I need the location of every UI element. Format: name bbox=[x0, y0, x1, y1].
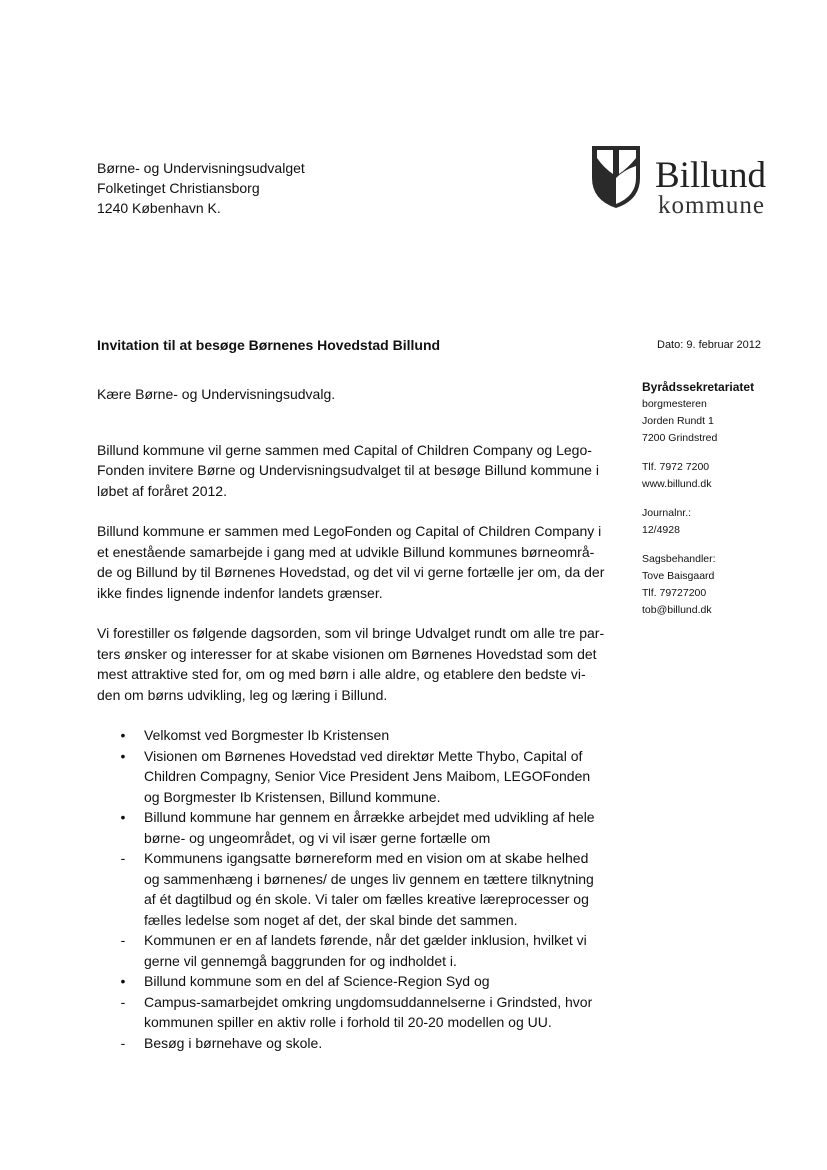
paragraph-line: Vi forestiller os følgende dagsorden, som vil bringe Udvalget rundt om alle tre par- bbox=[97, 625, 605, 641]
agenda-line: Kommunen er en af landets førende, når det gælder inklusion, hvilket vi bbox=[144, 932, 587, 948]
agenda-line: Kommunens igangsatte børnereform med en vision om at skabe helhed bbox=[144, 850, 589, 866]
recipient-address bbox=[97, 158, 305, 218]
agenda-line: kommunen spiller en aktiv rolle i forhold til 20-20 modellen og UU. bbox=[144, 1014, 552, 1030]
bullet-marker: • bbox=[120, 727, 126, 743]
logo-subtitle: kommune bbox=[658, 192, 765, 219]
agenda-list bbox=[97, 725, 617, 1053]
paragraph-line: Billund kommune er sammen med LegoFonden og Capital of Children Company i bbox=[97, 523, 602, 539]
letter-body bbox=[97, 384, 617, 1053]
dash-marker: - bbox=[120, 1034, 126, 1051]
agenda-item bbox=[97, 746, 617, 808]
sender-phone: Tlf. 7972 7200 bbox=[642, 461, 710, 473]
paragraph-line: løbet af foråret 2012. bbox=[97, 482, 227, 499]
paragraph-line: mest attraktive sted for, om og med børn i alle aldre, og etablere den bedste vi- bbox=[97, 666, 586, 682]
salutation: Kære Børne- og Undervisningsudvalg. bbox=[97, 386, 336, 402]
handler-name: Tove Baisgaard bbox=[642, 570, 715, 582]
bullet-marker: • bbox=[120, 747, 126, 764]
paragraph-line: den om børns udvikling, leg og læring i Billund. bbox=[97, 686, 388, 703]
journal-label: Journalnr.: bbox=[642, 507, 692, 519]
handler-phone: Tlf. 79727200 bbox=[642, 587, 707, 599]
paragraph-line: et enestående samarbejde i gang med at udvikle Billund kommunes børneområ- bbox=[97, 543, 595, 560]
agenda-line: Besøg i børnehave og skole. bbox=[144, 1034, 323, 1051]
agenda-item bbox=[97, 848, 617, 930]
agenda-line: fælles ledelse som noget af det, der skal binde det sammen. bbox=[144, 911, 518, 928]
agenda-line: og Borgmester Ib Kristensen, Billund kommune. bbox=[144, 788, 441, 805]
agenda-line: Visionen om Børnenes Hovedstad ved direktør Mette Thybo, Capital of bbox=[144, 747, 583, 764]
paragraph-line: ters ønsker og interesser for at skabe visionen om Børnenes Hovedstad som det bbox=[97, 645, 597, 662]
paragraph-line: de og Billund by til Børnenes Hovedstad, og det vil vi gerne fortælle jer om, da der bbox=[97, 564, 605, 580]
paragraph-line: Fonden invitere Børne og Undervisningsudvalget til at besøge Billund kommune i bbox=[97, 462, 599, 478]
sender-website: www.billund.dk bbox=[642, 478, 712, 490]
paragraph-line: Billund kommune vil gerne sammen med Capital of Children Company og Lego- bbox=[97, 441, 592, 458]
agenda-item bbox=[97, 807, 617, 848]
dash-marker: - bbox=[120, 932, 126, 948]
agenda-line: Children Compagny, Senior Vice President Jens Maibom, LEGOFonden bbox=[144, 768, 591, 784]
sender-department: Byrådssekretariatet bbox=[642, 380, 755, 394]
recipient-line: 1240 København K. bbox=[97, 200, 221, 216]
agenda-line: af ét dagtilbud og én skole. Vi taler om fælles kreative læreprocesser og bbox=[144, 891, 589, 907]
agenda-line: Velkomst ved Borgmester Ib Kristensen bbox=[144, 727, 390, 743]
sender-address-line: Jorden Rundt 1 bbox=[642, 415, 714, 427]
journal-number: 12/4928 bbox=[642, 524, 680, 536]
bullet-marker: • bbox=[120, 973, 126, 989]
agenda-item bbox=[97, 725, 617, 746]
sender-info bbox=[642, 379, 817, 619]
body-paragraph bbox=[97, 521, 617, 603]
agenda-line: børne- og ungeområdet, og vi vil især gerne fortælle om bbox=[144, 829, 491, 846]
handler-label: Sagsbehandler: bbox=[642, 553, 716, 565]
sender-office: borgmesteren bbox=[642, 398, 707, 410]
body-paragraph bbox=[97, 440, 617, 502]
shield-logo-icon bbox=[590, 144, 642, 210]
agenda-line: Billund kommune som en del af Science-Region Syd og bbox=[144, 973, 490, 989]
agenda-line: Billund kommune har gennem en årrække arbejdet med udvikling af hele bbox=[144, 809, 595, 825]
agenda-line: gerne vil gennemgå baggrunden for og indholdet i. bbox=[144, 952, 457, 969]
paragraph-line: ikke findes lignende indenfor landets grænser. bbox=[97, 584, 383, 601]
logo-name: Billund bbox=[655, 155, 767, 196]
agenda-item bbox=[97, 930, 617, 971]
dash-marker: - bbox=[120, 993, 126, 1010]
agenda-item bbox=[97, 971, 617, 992]
handler-email: tob@billund.dk bbox=[642, 604, 712, 616]
agenda-item bbox=[97, 992, 617, 1033]
dash-marker: - bbox=[120, 850, 126, 866]
recipient-line: Folketinget Christiansborg bbox=[97, 180, 260, 196]
letter-date: Dato: 9. februar 2012 bbox=[657, 339, 761, 351]
sender-address-line: 7200 Grindstred bbox=[642, 432, 718, 444]
billund-logo bbox=[590, 144, 790, 224]
agenda-item bbox=[97, 1033, 617, 1054]
body-paragraph bbox=[97, 623, 617, 705]
letter-subject: Invitation til at besøge Børnenes Hovedstad Billund bbox=[97, 337, 441, 353]
agenda-line: og sammenhæng i børnenes/ de unges liv gennem en tættere tilknytning bbox=[144, 870, 594, 887]
bullet-marker: • bbox=[120, 809, 126, 825]
agenda-line: Campus-samarbejdet omkring ungdomsuddannelserne i Grindsted, hvor bbox=[144, 993, 593, 1010]
recipient-line: Børne- og Undervisningsudvalget bbox=[97, 160, 305, 176]
